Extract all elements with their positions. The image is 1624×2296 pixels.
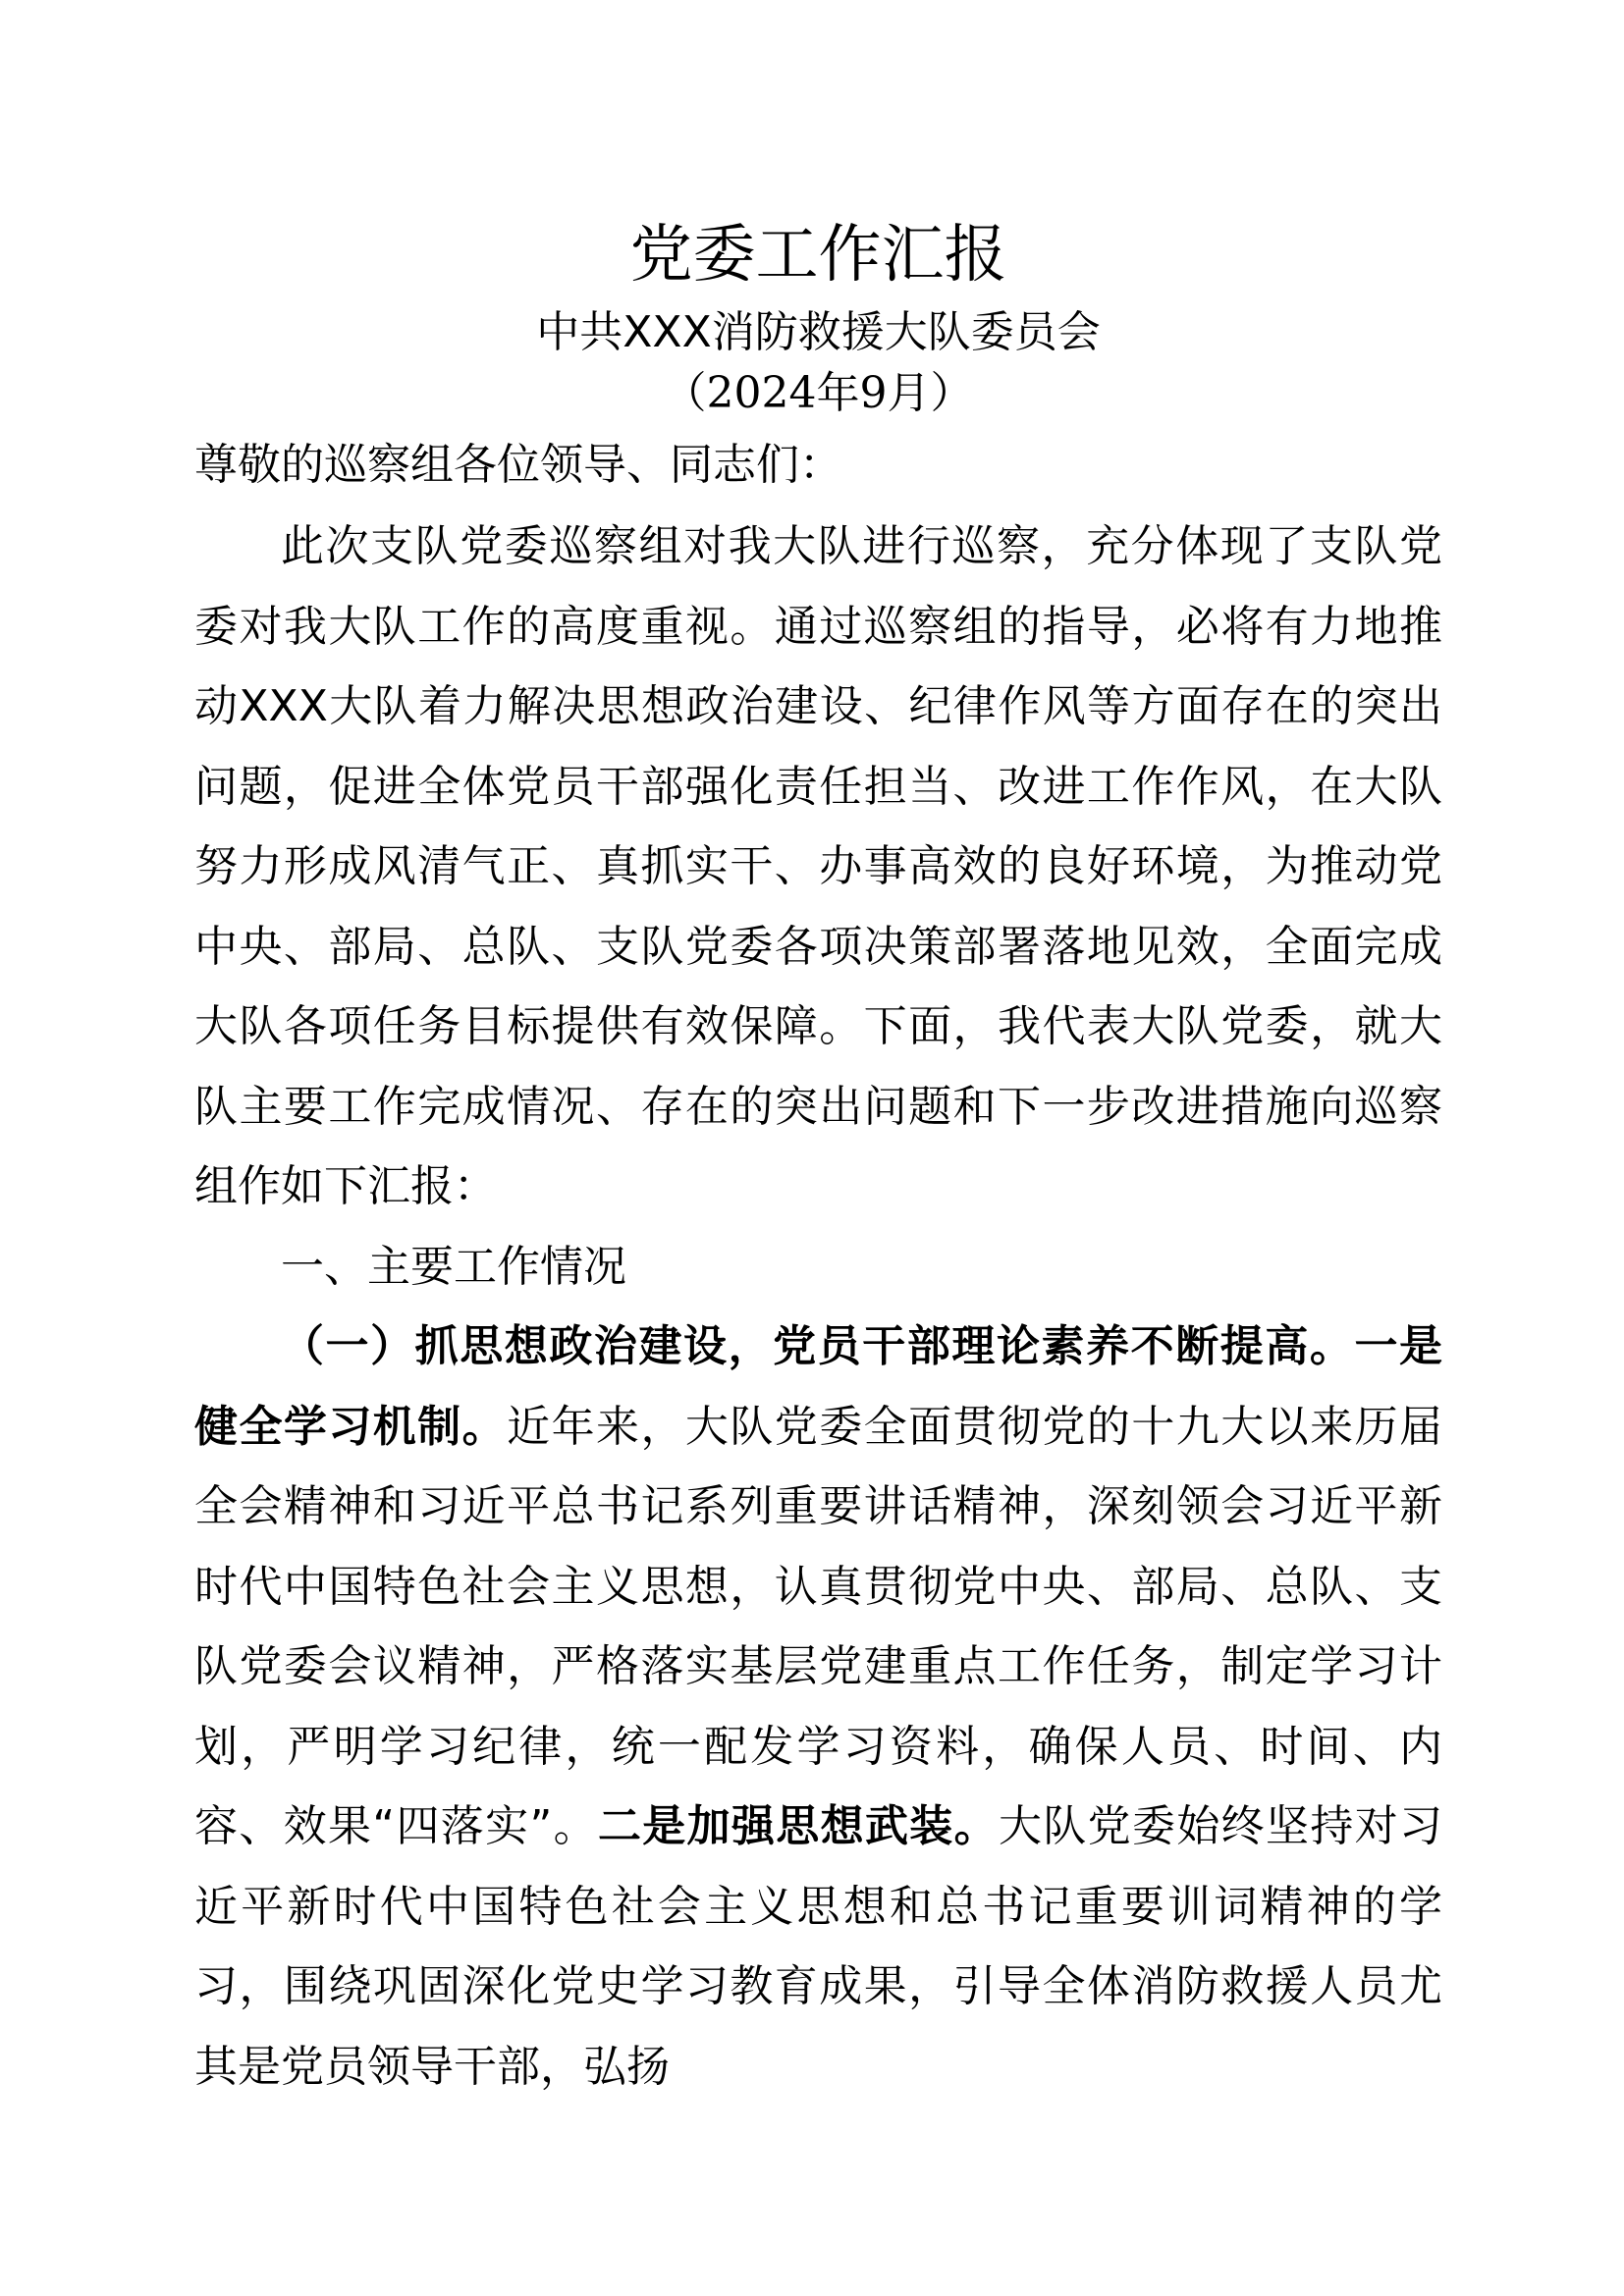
point-one-label: 一是健全学习机制。: [194, 1321, 1443, 1452]
intro-paragraph: 此次支队党委巡察组对我大队进行巡察，充分体现了支队党委对我大队工作的高度重视。通过巡察组的指导，必将有力地推动XXX大队着力解决思想政治建设、纪律作风等方面存在的突出问题，促进全体党员干部强化责任担当、改进工作作风，在大队努力形成风清气正、真抓实干、办事高效的良好环境，为推动党中央、部局、总队、支队党委各项决策部署落地见效，全面完成大队各项任务目标提供有效保障。下面，我代表大队党委，就大队主要工作完成情况、存在的突出问题和下一步改进措施向巡察组作如下汇报：: [194, 521, 1442, 1211]
section-heading-main-work: 一、主要工作情况: [281, 1241, 626, 1292]
subsection-heading: （一）抓思想政治建设，党员干部理论素养不断提高。: [281, 1321, 1355, 1371]
subsection-paragraph-political-building: [194, 1307, 1442, 2107]
point-two-text: 大队党委始终坚持对习近平新时代中国特色社会主义思想和总书记重要训词精神的学习，围绕巩固深化党史学习教育成果，引导全体消防救援人员尤其是党员领导干部，弘扬: [194, 1801, 1443, 2092]
issuing-organization: 中共XXX消防救援大队委员会: [536, 307, 1101, 357]
document-date: （2024年9月）: [663, 368, 974, 418]
point-two-label: 二是加强思想武装。: [597, 1801, 999, 1851]
salutation: 尊敬的巡察组各位领导、同志们：: [194, 440, 842, 490]
point-one-text: 近年来，大队党委全面贯彻党的十九大以来历届全会精神和习近平总书记系列重要讲话精神，深刻领会习近平新时代中国特色社会主义思想，认真贯彻党中央、部局、总队、支队党委会议精神，严格落实基层党建重点工作任务，制定学习计划，严明学习纪律，统一配发学习资料，确保人员、时间、内容、效果“四落实”。: [194, 1401, 1443, 1851]
document-title: 党委工作汇报: [629, 219, 1007, 292]
